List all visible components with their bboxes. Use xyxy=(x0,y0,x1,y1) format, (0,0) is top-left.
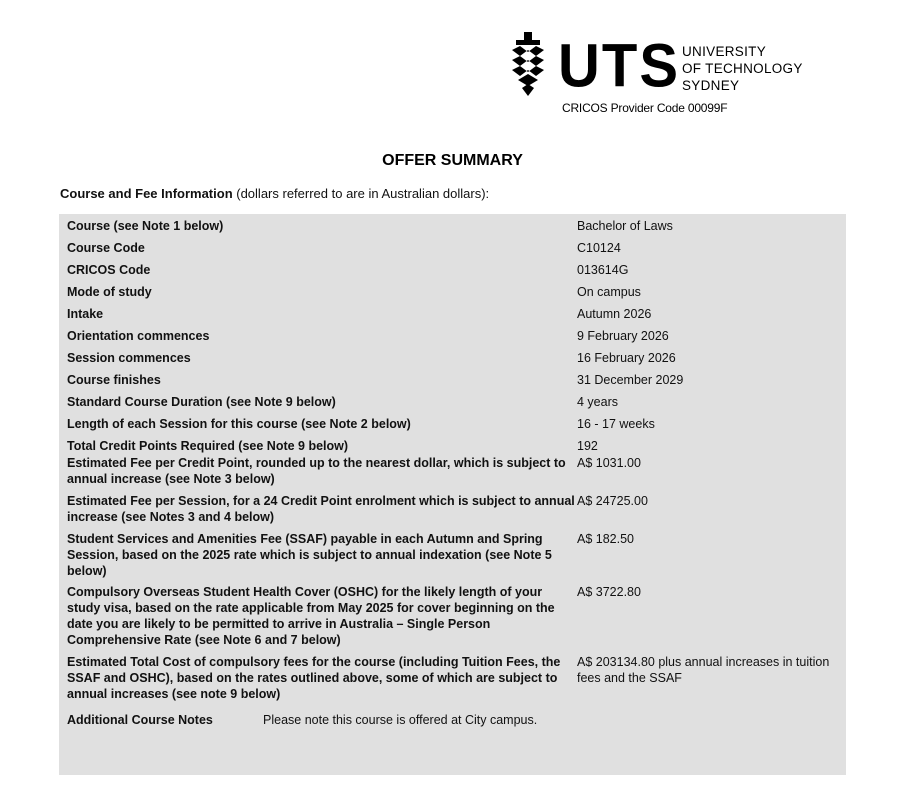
info-row-value: 013614G xyxy=(577,263,629,277)
university-name-line-3: SYDNEY xyxy=(682,78,740,93)
info-row xyxy=(67,455,837,493)
info-row-value: 16 February 2026 xyxy=(577,351,676,365)
course-info-table xyxy=(67,218,837,714)
info-row-label: Course Code xyxy=(67,241,145,255)
info-row-label: CRICOS Code xyxy=(67,263,151,277)
info-row-label: Standard Course Duration (see Note 9 below) xyxy=(67,395,336,409)
info-row-label: Estimated Fee per Session, for a 24 Credit Point enrolment which is subject to annual increase (see Notes 3 and 4 below) xyxy=(67,494,575,524)
additional-notes-label: Additional Course Notes xyxy=(67,713,213,727)
info-row-value: 16 - 17 weeks xyxy=(577,417,655,431)
info-row-label: Orientation commences xyxy=(67,329,210,343)
uts-logo xyxy=(508,32,828,114)
info-row xyxy=(67,328,837,350)
info-row-value: A$ 182.50 xyxy=(577,532,634,546)
info-row-value: C10124 xyxy=(577,241,621,255)
info-row-label: Total Credit Points Required (see Note 9 below) xyxy=(67,439,349,453)
uts-wordmark: UTS xyxy=(558,32,680,101)
info-row-value: A$ 24725.00 xyxy=(577,494,648,508)
info-row xyxy=(67,306,837,328)
info-row-value: On campus xyxy=(577,285,641,299)
info-row-label: Estimated Fee per Credit Point, rounded up to the nearest dollar, which is subject to annual increase (see Note 3 below) xyxy=(67,456,566,486)
info-row-value: A$ 1031.00 xyxy=(577,456,641,470)
intro-heading: Course and Fee Information xyxy=(60,186,233,201)
cricos-provider-code: CRICOS Provider Code 00099F xyxy=(562,101,728,115)
info-row-label: Course finishes xyxy=(67,373,161,387)
info-row-label: Intake xyxy=(67,307,104,321)
info-row xyxy=(67,240,837,262)
info-row xyxy=(67,584,837,654)
info-row-value: 192 xyxy=(577,439,598,453)
info-row-label: Compulsory Overseas Student Health Cover (OSHC) for the likely length of your study visa, based on the rate applicable from May 2025 for cover beginning on the date you are likely to be permitted to arrive in Australia – Single Person Comprehensive Rate (see Note 6 and 7 below) xyxy=(67,585,555,647)
info-row xyxy=(67,493,837,531)
info-row xyxy=(67,372,837,394)
info-row-value: 4 years xyxy=(577,395,618,409)
info-row xyxy=(67,416,837,438)
info-row xyxy=(67,218,837,240)
document-title: OFFER SUMMARY xyxy=(382,152,523,169)
info-row-value: 31 December 2029 xyxy=(577,373,684,387)
info-row-value: Autumn 2026 xyxy=(577,307,652,321)
info-row xyxy=(67,262,837,284)
info-row xyxy=(67,531,837,584)
info-row-label: Course (see Note 1 below) xyxy=(67,219,224,233)
info-row-label: Student Services and Amenities Fee (SSAF) payable in each Autumn and Spring Session, based on the 2025 rate which is subject to annual indexation (see Note 5 below) xyxy=(67,532,552,578)
info-row-label: Session commences xyxy=(67,351,191,365)
info-row-label: Mode of study xyxy=(67,285,152,299)
uts-crest-icon xyxy=(508,32,548,98)
intro-line xyxy=(60,186,489,201)
info-row-value: A$ 203134.80 plus annual increases in tuition fees and the SSAF xyxy=(577,655,830,685)
additional-notes-text: Please note this course is offered at City campus. xyxy=(263,713,538,727)
university-name xyxy=(682,43,803,94)
info-row xyxy=(67,394,837,416)
info-row-value: Bachelor of Laws xyxy=(577,219,673,233)
info-row xyxy=(67,654,837,714)
info-row xyxy=(67,438,837,455)
info-row xyxy=(67,350,837,372)
info-row-value: A$ 3722.80 xyxy=(577,585,641,599)
info-row-label: Length of each Session for this course (see Note 2 below) xyxy=(67,417,411,431)
university-name-line-1: UNIVERSITY xyxy=(682,44,767,59)
info-row-value: 9 February 2026 xyxy=(577,329,669,343)
info-row xyxy=(67,284,837,306)
university-name-line-2: OF TECHNOLOGY xyxy=(682,61,803,76)
intro-text: (dollars referred to are in Australian dollars): xyxy=(232,186,490,201)
additional-course-notes xyxy=(67,712,537,728)
info-row-label: Estimated Total Cost of compulsory fees for the course (including Tuition Fees, the SSAF and OSHC), based on the rates outlined above, some of which are subject to annual increases (see note 9 below) xyxy=(67,655,561,701)
